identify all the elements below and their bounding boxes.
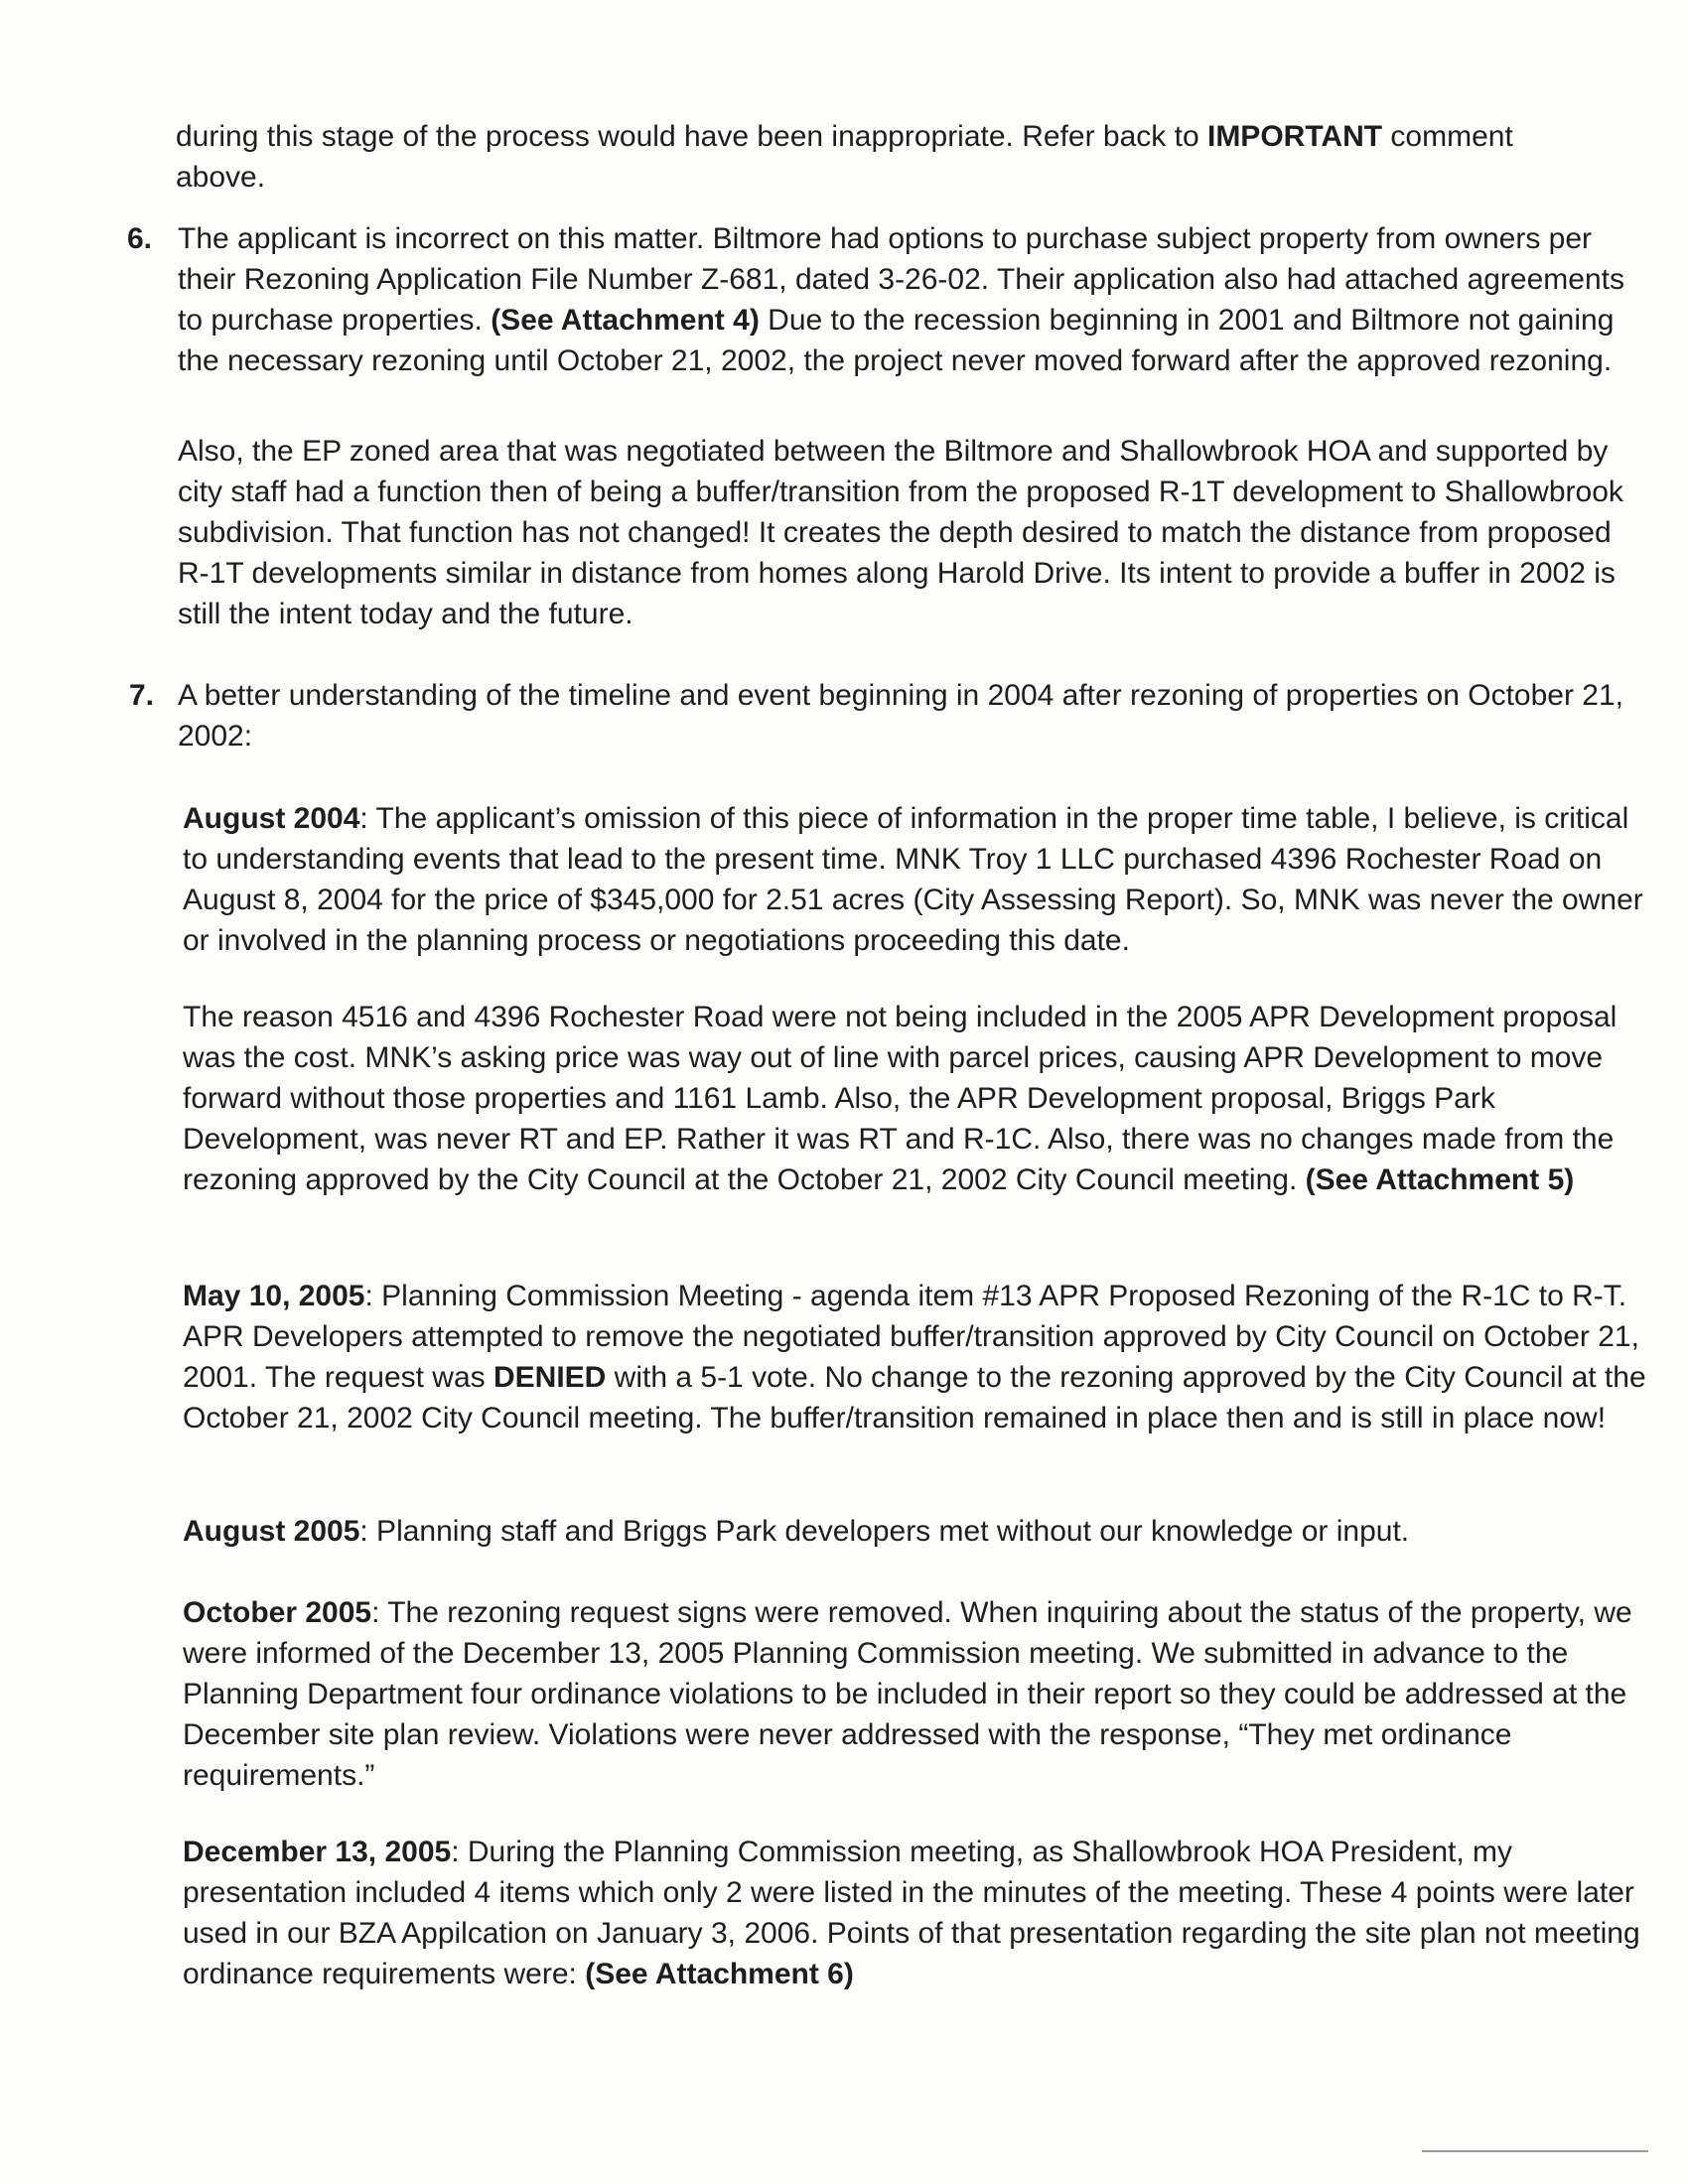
entry-text-end: with a 5-1 vote. No change to the rezoning approved by the City Council at the October 21, 2002 City Council meeting. The buffer/transition remained in place then and is still in place now! bbox=[183, 1361, 1646, 1434]
entry-text: : Planning staff and Briggs Park developers met without our knowledge or input. bbox=[359, 1515, 1410, 1548]
entry-august-2004 bbox=[183, 798, 1652, 961]
reason-paragraph bbox=[183, 997, 1652, 1200]
entry-december-2005 bbox=[183, 1832, 1652, 1994]
item-7-intro: A better understanding of the timeline and event beginning in 2004 after rezoning of properties on October 21, 2002: bbox=[178, 679, 1623, 752]
entry-may-2005 bbox=[183, 1276, 1652, 1438]
entry-text: : During the Planning Commission meeting, as Shallowbrook HOA President, my presentation included 4 items which only 2 were listed in the minutes of the meeting. These 4 points were later used in our BZA Appilcation on January 3, 2006. Points of that presentation regarding the site plan not meeting ordinance requirements were: bbox=[183, 1836, 1640, 1990]
attachment-5-reference: (See Attachment 5) bbox=[1305, 1163, 1575, 1196]
item-6-paragraph-2: Also, the EP zoned area that was negotiated between the Biltmore and Shallowbrook HOA and supported by city staff had a function then of being a buffer/transition from the proposed R-1T development to Shallowbrook subdivision. That function has not changed! It creates the depth desired to match the distance from proposed R-1T developments similar in distance from homes along Harold Drive. Its intent to provide a buffer in 2002 is still the intent today and the future. bbox=[178, 435, 1623, 630]
date-december-2005: December 13, 2005 bbox=[183, 1836, 452, 1868]
continuation-paragraph bbox=[176, 116, 1586, 198]
entry-text: : The applicant’s omission of this piece of information in the proper time table, I believe, is critical to understanding events that lead to the present time. MNK Troy 1 LLC purchased 4396 Rochester Road on August 8, 2004 for the price of $345,000 for 2.51 acres (City Assessing Report). So, MNK was never the owner or involved in the planning process or negotiations proceeding this date. bbox=[183, 802, 1643, 957]
date-august-2004: August 2004 bbox=[183, 802, 360, 835]
continuation-text: during this stage of the process would have been inappropriate. Refer back to bbox=[176, 120, 1207, 153]
attachment-6-reference: (See Attachment 6) bbox=[585, 1958, 854, 1990]
date-august-2005: August 2005 bbox=[183, 1515, 360, 1548]
reason-text: The reason 4516 and 4396 Rochester Road were not being included in the 2005 APR Development proposal was the cost. MNK’s asking price was way out of line with parcel prices, causing APR Development to move forward without those properties and 1161 Lamb. Also, the APR Development proposal, Briggs Park Development, was never RT and EP. Rather it was RT and R-1C. Also, there was no changes made from the rezoning approved by the City Council at the October 21, 2002 City Council meeting. bbox=[183, 1001, 1618, 1196]
important-emphasis: IMPORTANT bbox=[1206, 120, 1383, 153]
item-6-text: The applicant is incorrect on this matter. Biltmore had options to purchase subject property from owners per their Rezoning Application File Number Z-681, dated 3-26-02. Their application also had attached agreements to purchase properties. bbox=[178, 222, 1624, 337]
scan-edge-line bbox=[1422, 2150, 1648, 2152]
attachment-4-reference: (See Attachment 4) bbox=[491, 304, 760, 337]
entry-text: : The rezoning request signs were removed. When inquiring about the status of the property, we were informed of the December 13, 2005 Planning Commission meeting. We submitted in advance to the Planning Department four ordinance violations to be included in their report so they could be addressed at the December site plan review. Violations were never addressed with the response, “They met ordinance requirements.” bbox=[183, 1596, 1632, 1792]
date-october-2005: October 2005 bbox=[183, 1596, 372, 1629]
item-6-number: 6. bbox=[127, 222, 153, 255]
continuation-text-end: comment above. bbox=[176, 120, 1513, 194]
entry-text: : Planning Commission Meeting - agenda item #13 APR Proposed Rezoning of the R-1C to R-T. APR Developers attempted to remove the negotiated buffer/transition approved by City Council on October 21, 2001. The request was bbox=[183, 1280, 1639, 1394]
denied-emphasis: DENIED bbox=[492, 1361, 607, 1394]
entry-october-2005 bbox=[183, 1592, 1652, 1796]
item-6-text-end: Due to the recession beginning in 2001 and Biltmore not gaining the necessary rezoning until October 21, 2002, the project never moved forward after the approved rezoning. bbox=[178, 304, 1615, 377]
item-7-number: 7. bbox=[129, 679, 155, 712]
date-may-2005: May 10, 2005 bbox=[183, 1280, 365, 1312]
item-6-paragraph-1 bbox=[178, 218, 1647, 381]
entry-august-2005 bbox=[183, 1511, 1652, 1552]
